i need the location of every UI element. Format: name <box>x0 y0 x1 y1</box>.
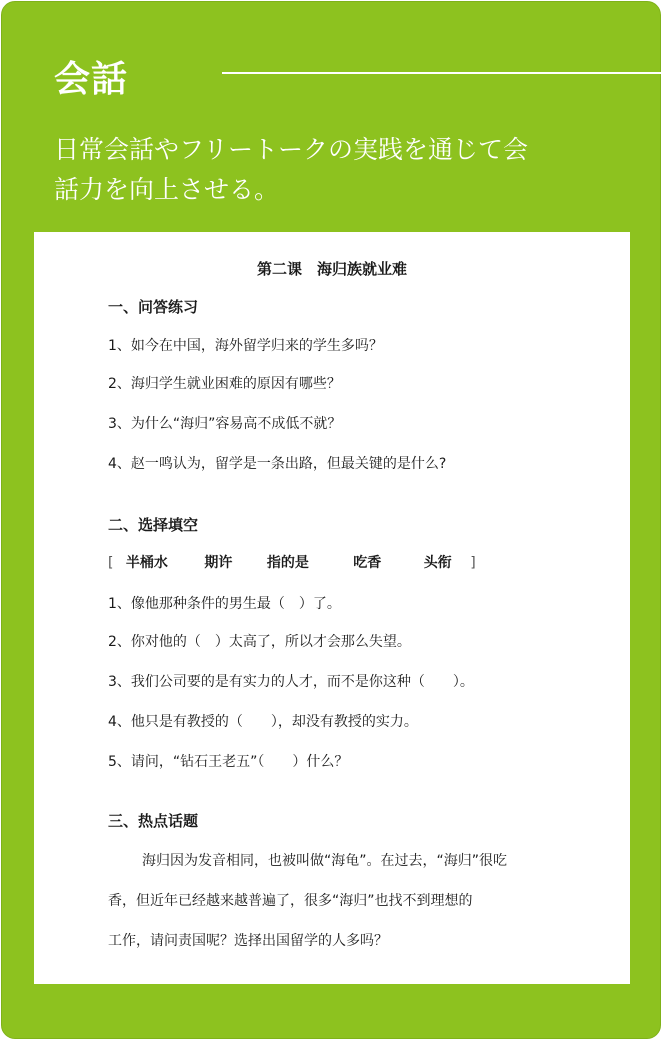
lesson-title: 第二课 海归族就业难 <box>256 260 407 278</box>
section-heading-qa: 一、问答练习 <box>108 298 199 316</box>
word-bank-close-bracket: ] <box>470 555 476 571</box>
fill-item: 2、你对他的（ ）太高了，所以才会那么失望。 <box>108 634 411 650</box>
word-bank-open-bracket: [ <box>108 555 114 571</box>
section-title: 会話 <box>54 59 129 100</box>
section-description <box>54 130 614 210</box>
description-line-1: 日常会話やフリートークの実践を通じて会 <box>54 135 529 164</box>
section-heading-topic: 三、热点话题 <box>108 812 199 830</box>
question-item: 4、赵一鸣认为，留学是一条出路，但最关键的是什么? <box>108 456 447 472</box>
fill-item: 4、他只是有教授的（ ），却没有教授的实力。 <box>108 714 418 730</box>
topic-paragraph-line: 工作，请问责国呢？选择出国留学的人多吗？ <box>108 933 388 949</box>
word-option: 指的是 <box>266 555 309 571</box>
word-option: 头衔 <box>423 555 452 571</box>
word-option: 半桶水 <box>125 555 168 571</box>
topic-paragraph-line: 香，但近年已经越来越普遍了，很多“海归”也找不到理想的 <box>108 893 473 909</box>
title-divider <box>222 72 664 74</box>
question-item: 1、如今在中国，海外留学归来的学生多吗？ <box>108 338 383 354</box>
word-bank <box>108 552 476 572</box>
topic-paragraph-line: 海归因为发音相同，也被叫做“海龟”。在过去，“海归”很吃 <box>142 853 508 869</box>
section-heading-fill: 二、选择填空 <box>108 516 199 534</box>
fill-item: 5、请问，“钻石王老五”（ ）什么？ <box>108 754 349 770</box>
description-line-2: 話力を向上させる。 <box>54 175 280 204</box>
question-item: 3、为什么“海归”容易高不成低不就？ <box>108 416 342 432</box>
worksheet-image <box>34 232 630 984</box>
question-item: 2、海归学生就业困难的原因有哪些？ <box>108 376 341 392</box>
word-option: 期许 <box>204 555 233 571</box>
fill-item: 3、我们公司要的是有实力的人才，而不是你这种（ ）。 <box>108 674 474 690</box>
fill-item: 1、像他那种条件的男生最（ ）了。 <box>108 596 341 612</box>
word-option: 吃香 <box>353 555 382 571</box>
